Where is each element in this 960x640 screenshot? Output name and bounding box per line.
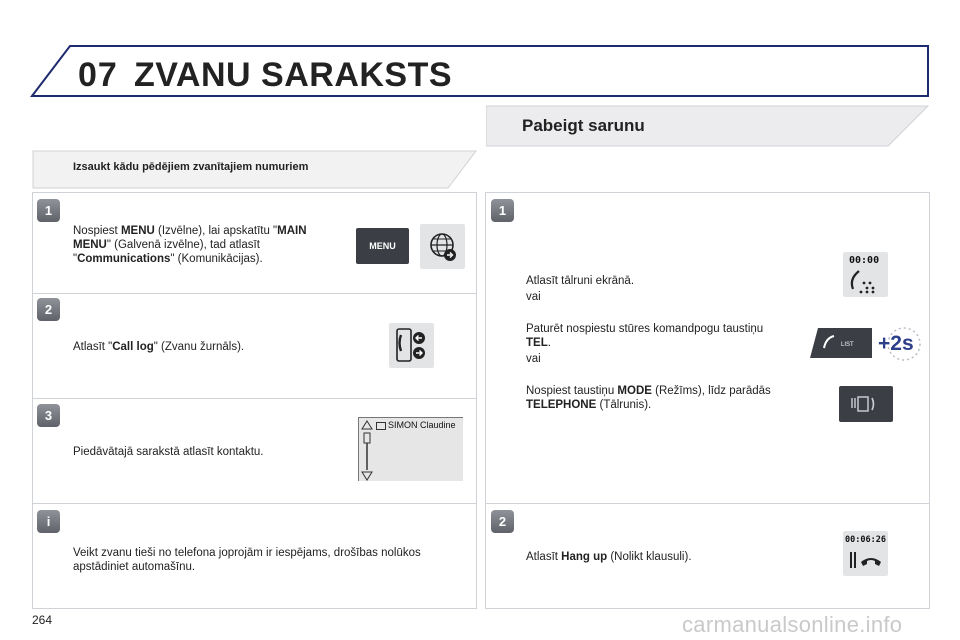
step-3-text: Piedāvātajā sarakstā atlasīt kontaktu. bbox=[73, 446, 264, 458]
contact-card-icon bbox=[376, 422, 386, 430]
row-divider bbox=[485, 503, 930, 504]
page-number: 264 bbox=[32, 613, 53, 627]
hang-up-button[interactable] bbox=[843, 531, 888, 576]
list-scrollbar[interactable] bbox=[361, 420, 373, 482]
step-1-text: Nospiest MENU (Izvēlne), lai apskatītu "MAIN MENU" (Galvenā izvēlne), tad atlasīt "Communications" (Komunikācijas). bbox=[73, 225, 307, 265]
hang-up-text: Atlasīt Hang up (Nolikt klausuli). bbox=[526, 551, 692, 563]
or-text: vai bbox=[526, 353, 541, 365]
info-text: Veikt zvanu tieši no telefona joprojām ir iespējams, drošības nolūkos apstādiniet automašīnu. bbox=[73, 547, 421, 573]
step-badge: 3 bbox=[37, 404, 60, 427]
step-badge: 1 bbox=[37, 199, 60, 222]
call-duration: 00:06:26 bbox=[845, 535, 886, 545]
contact-list-screen bbox=[358, 417, 463, 481]
communications-button[interactable] bbox=[420, 224, 465, 269]
row-divider bbox=[32, 398, 477, 399]
or-text: vai bbox=[526, 291, 541, 303]
chapter-number: 07 bbox=[78, 56, 118, 94]
option-b-text: Paturēt nospiestu stūres komandpogu taustiņu TEL. bbox=[526, 323, 764, 349]
step-2-text: Atlasīt "Call log" (Zvanu žurnāls). bbox=[73, 341, 245, 353]
step-badge: 1 bbox=[491, 199, 514, 222]
left-subtitle: Izsaukt kādu pēdējiem zvanītajiem numuriem bbox=[73, 161, 309, 173]
hold-duration: +2s bbox=[878, 332, 914, 355]
step-badge: 2 bbox=[37, 298, 60, 321]
hang-up-icon bbox=[847, 548, 885, 572]
chapter-title: ZVANU SARAKSTS bbox=[134, 56, 453, 94]
call-log-icon bbox=[389, 323, 434, 368]
section-title: Pabeigt sarunu bbox=[522, 116, 645, 135]
phone-dialpad-icon bbox=[849, 267, 883, 295]
contact-list-item[interactable]: SIMON Claudine bbox=[388, 420, 456, 430]
watermark: carmanualsonline.info bbox=[682, 612, 903, 637]
mode-button[interactable] bbox=[839, 386, 893, 422]
globe-arrow-icon bbox=[420, 224, 465, 269]
info-badge: i bbox=[37, 510, 60, 533]
steering-label: LIST bbox=[841, 342, 854, 348]
option-a-text: Atlasīt tālruni ekrānā. bbox=[526, 275, 635, 287]
menu-button[interactable]: MENU bbox=[356, 228, 409, 264]
row-divider bbox=[32, 503, 477, 504]
steering-wheel-tel-button[interactable] bbox=[808, 326, 874, 360]
phone-screen-button[interactable] bbox=[843, 252, 888, 297]
option-c-text: Nospiest taustiņu MODE (Režīms), līdz parādās TELEPHONE (Tālrunis). bbox=[526, 385, 771, 411]
call-log-button[interactable] bbox=[389, 323, 434, 368]
step-badge: 2 bbox=[491, 510, 514, 533]
clock-readout: 00:00 bbox=[849, 255, 880, 266]
row-divider bbox=[32, 293, 477, 294]
mode-phone-icon bbox=[839, 386, 893, 422]
